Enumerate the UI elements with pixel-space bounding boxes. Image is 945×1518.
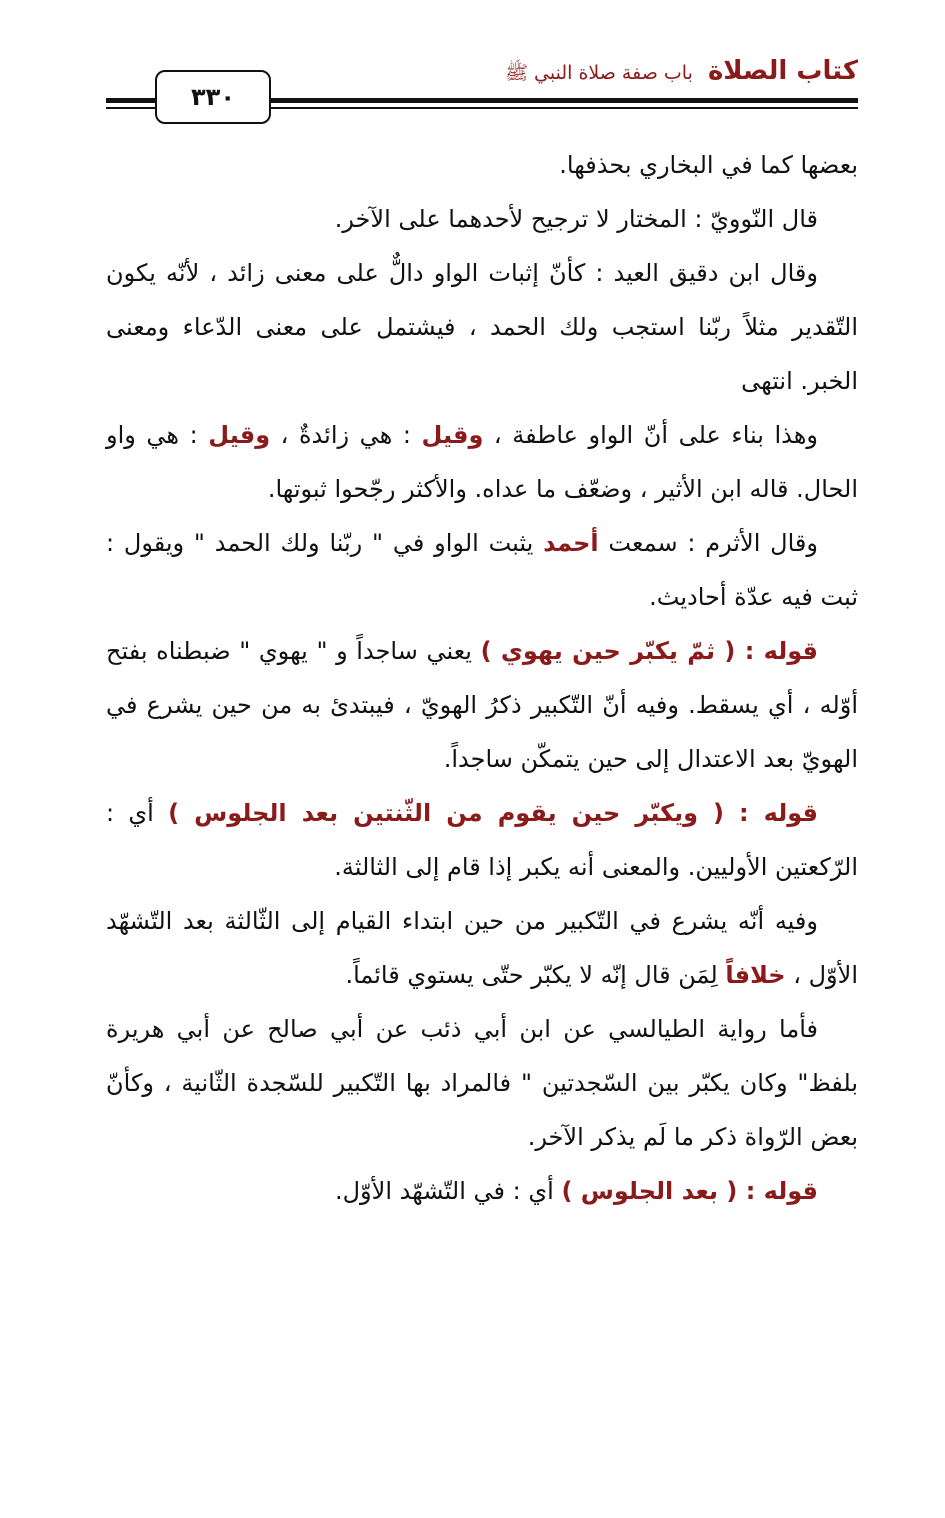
- text-run: يعني ساجداً و " يهوي " ضبطناه بفتح أوّله ، أي يسقط. وفيه أنّ التّكبير ذكرُ الهويّ ، فيبتدئ به من حين يشرع في الهويّ بعد الاعتدال إلى حين يتمكّن ساجداً.: [106, 637, 858, 773]
- paragraph: [106, 138, 858, 192]
- highlighted-phrase: قوله : ( بعد الجلوس ): [561, 1177, 818, 1205]
- paragraph: [106, 408, 858, 516]
- text-run: بعضها كما في البخاري بحذفها.: [559, 151, 858, 179]
- highlighted-phrase: خلافاً: [725, 961, 786, 989]
- book-title: كتاب الصلاة: [707, 56, 858, 86]
- text-run: وفيه أنّه يشرع في التّكبير من حين ابتداء القيام إلى الثّالثة بعد التّشهّد الأوّل ،: [106, 907, 858, 989]
- text-run: : هي زائدةٌ ،: [270, 421, 422, 449]
- page-header: [106, 50, 858, 130]
- highlighted-phrase: أحمد: [543, 529, 599, 557]
- page-number: ٣٣٠: [155, 70, 271, 124]
- body-text: [106, 138, 858, 1218]
- paragraph: [106, 192, 858, 246]
- paragraph: [106, 1002, 858, 1164]
- highlighted-phrase: قوله : ( ثمّ يكبّر حين يهوي ): [480, 637, 818, 665]
- text-run: أي : في التّشهّد الأوّل.: [334, 1177, 562, 1205]
- paragraph: [106, 894, 858, 1002]
- text-run: قال النّوويّ : المختار لا ترجيح لأحدهما على الآخر.: [334, 205, 818, 233]
- text-run: وهذا بناء على أنّ الواو عاطفة ،: [483, 421, 818, 449]
- paragraph: [106, 786, 858, 894]
- text-run: : هي واو الحال. قاله ابن الأثير ، وضعّف ما عداه. والأكثر رجّحوا ثبوتها.: [106, 421, 858, 503]
- highlighted-phrase: وقيل: [421, 421, 484, 449]
- text-run: أي : الرّكعتين الأوليين. والمعنى أنه يكبر إذا قام إلى الثالثة.: [106, 799, 858, 881]
- text-run: وقال ابن دقيق العيد : كأنّ إثبات الواو دالٌّ على معنى زائد ، لأنّه يكون التّقدير مثلاً ربّنا استجب ولك الحمد ، فيشتمل على معنى الدّعاء ومعنى الخبر. انتهى: [106, 259, 858, 395]
- running-title: [505, 56, 858, 89]
- text-run: لِمَن قال إنّه لا يكبّر حتّى يستوي قائماً.: [345, 961, 726, 989]
- highlighted-phrase: وقيل: [208, 421, 271, 449]
- text-run: فأما رواية الطيالسي عن ابن أبي ذئب عن أبي صالح عن أبي هريرة بلفظ" وكان يكبّر بين السّجدتين " فالمراد بها التّكبير للسّجدة الثّانية ، وكأنّ بعض الرّواة ذكر ما لَم يذكر الآخر.: [106, 1015, 858, 1151]
- highlighted-phrase: قوله : ( ويكبّر حين يقوم من الثّنتين بعد الجلوس ): [168, 799, 818, 827]
- paragraph: [106, 246, 858, 408]
- paragraph: [106, 1164, 858, 1218]
- text-run: وقال الأثرم : سمعت: [598, 529, 818, 557]
- chapter-title: باب صفة صلاة النبي ﷺ: [505, 62, 693, 84]
- text-run: يثبت الواو في " ربّنا ولك الحمد " ويقول : ثبت فيه عدّة أحاديث.: [106, 529, 858, 611]
- paragraph: [106, 516, 858, 624]
- paragraph: [106, 624, 858, 786]
